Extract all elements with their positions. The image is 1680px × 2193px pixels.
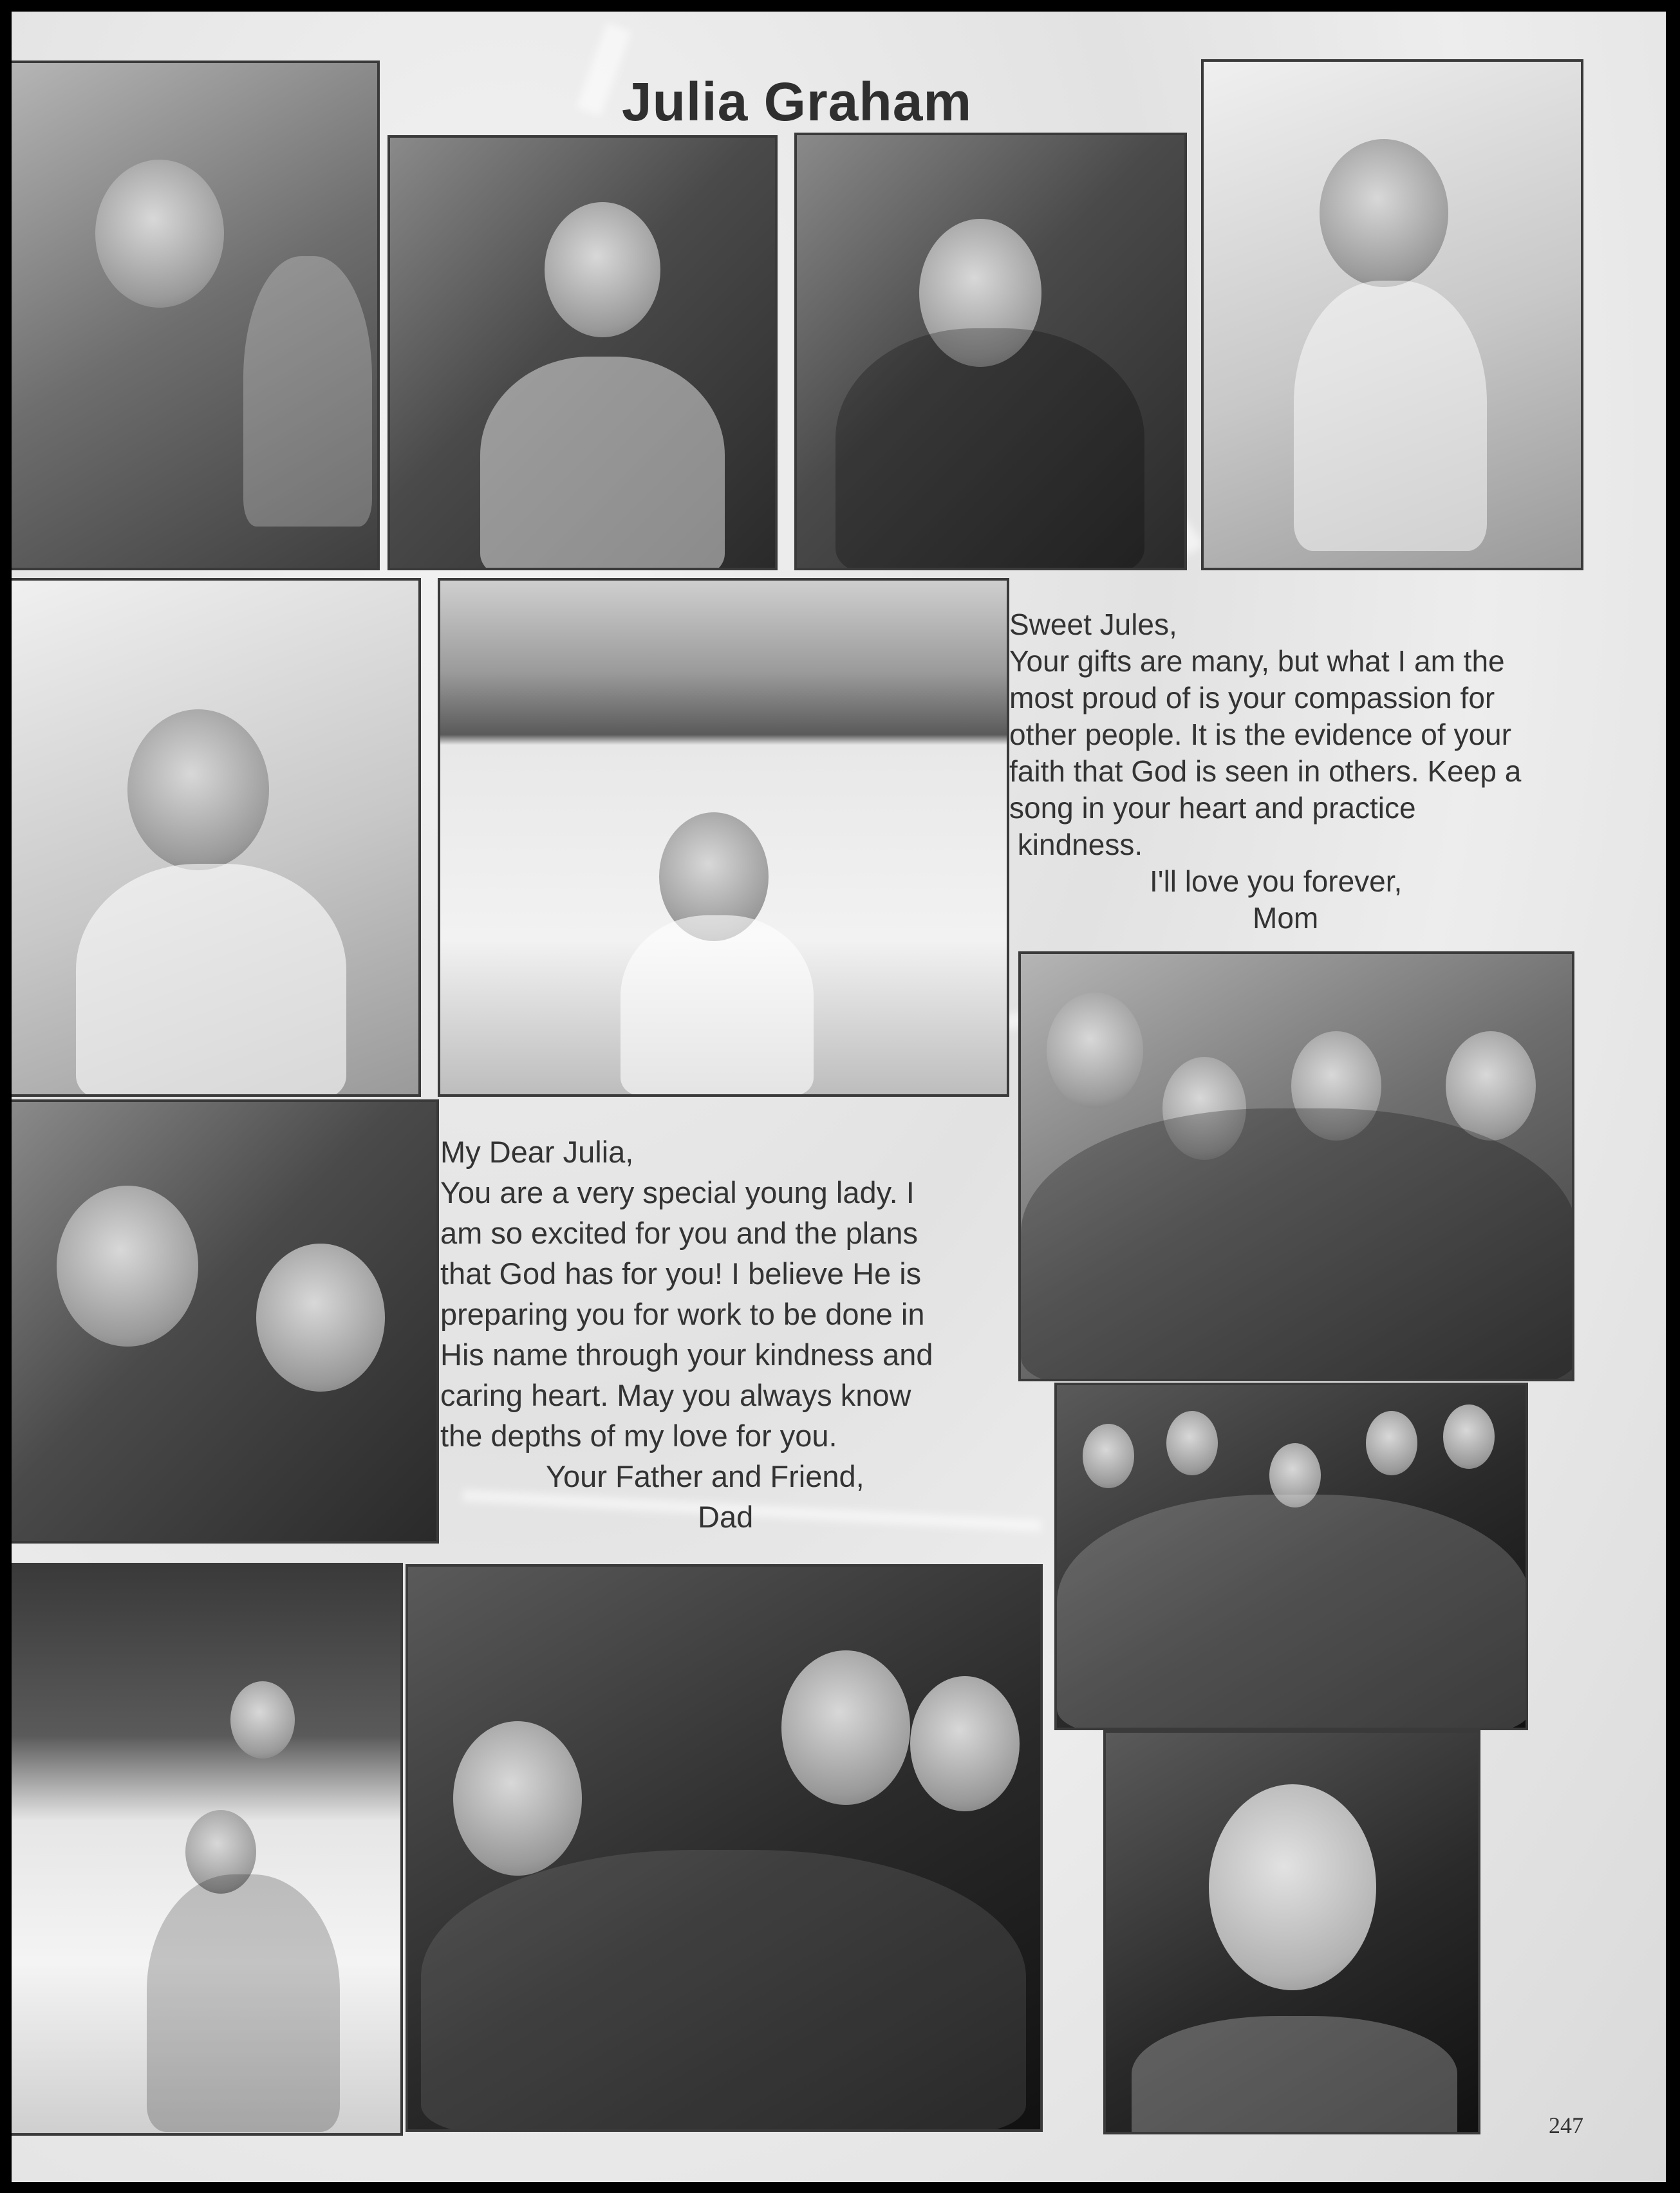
mom-note-salutation: Sweet Jules, xyxy=(1009,608,1177,641)
page-title: Julia Graham xyxy=(621,71,973,132)
photo-children-under-tree xyxy=(12,1563,403,2136)
mom-note-line: other people. It is the evidence of your xyxy=(1009,718,1511,751)
photo-family-group xyxy=(1018,951,1574,1381)
yearbook-page xyxy=(12,12,1666,2182)
photo-girl-in-meadow xyxy=(438,578,1009,1097)
mom-note-line: most proud of is your compassion for xyxy=(1009,681,1495,714)
dad-note-signature: Dad xyxy=(698,1500,754,1534)
photo-girl-in-bonnet xyxy=(12,578,421,1097)
dad-note-line: am so excited for you and the plans xyxy=(440,1216,918,1250)
photo-toddler-with-microphone xyxy=(387,135,778,570)
photo-senior-portrait xyxy=(1103,1730,1480,2134)
dad-note-line: His name through your kindness and xyxy=(440,1338,933,1372)
dad-note-salutation: My Dear Julia, xyxy=(440,1135,634,1169)
dad-note-line: the depths of my love for you. xyxy=(440,1419,837,1453)
dad-note-line: that God has for you! I believe He is xyxy=(440,1256,922,1291)
mom-note-line: song in your heart and practice xyxy=(1009,791,1416,825)
dad-note-line: preparing you for work to be done in xyxy=(440,1297,925,1331)
photo-toddler-with-baby xyxy=(12,1099,439,1544)
photo-girls-in-formal-dresses xyxy=(1054,1383,1528,1730)
dad-note-line: caring heart. May you always know xyxy=(440,1378,911,1412)
mom-note-closing: I'll love you forever, xyxy=(1150,864,1403,898)
mom-note-line: kindness. xyxy=(1009,828,1143,861)
mom-note-signature: Mom xyxy=(1253,901,1319,935)
dad-note-closing: Your Father and Friend, xyxy=(546,1459,864,1493)
dad-note xyxy=(440,1132,933,1537)
photo-toddler-with-sunglasses xyxy=(1201,59,1583,570)
page-number: 247 xyxy=(1549,2113,1583,2138)
photo-toddler-in-hooded-cape xyxy=(794,133,1187,570)
mom-note-line: faith that God is seen in others. Keep a xyxy=(1009,754,1522,788)
dad-note-line: You are a very special young lady. I xyxy=(440,1175,915,1209)
photo-friends-at-formal xyxy=(406,1564,1043,2132)
mom-note-line: Your gifts are many, but what I am the xyxy=(1009,644,1505,678)
mom-note xyxy=(1009,606,1521,937)
photo-toddler-with-teddy-bear xyxy=(12,61,380,570)
